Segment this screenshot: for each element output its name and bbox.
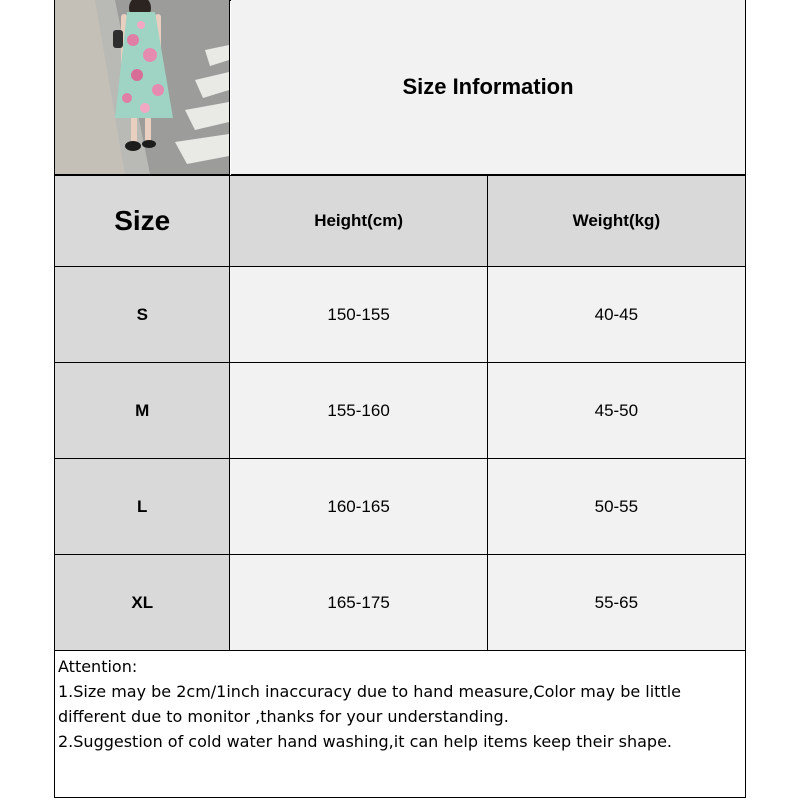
size-cell: XL xyxy=(55,555,230,651)
product-photo xyxy=(55,0,230,175)
notes-line-2: 2.Suggestion of cold water hand washing,it can help items keep their shape. xyxy=(58,732,672,751)
notes-line-1: 1.Size may be 2cm/1inch inaccuracy due to hand measure,Color may be little different due to monitor ,thanks for your understanding. xyxy=(58,682,682,726)
height-cell: 160-165 xyxy=(230,459,487,555)
size-cell: S xyxy=(55,267,230,363)
notes-heading: Attention: xyxy=(58,657,138,676)
size-cell: M xyxy=(55,363,230,459)
weight-cell: 55-65 xyxy=(487,555,745,651)
weight-cell: 50-55 xyxy=(487,459,745,555)
size-cell: L xyxy=(55,459,230,555)
table-row xyxy=(55,363,746,459)
table-header-row xyxy=(55,176,746,267)
table-row xyxy=(55,267,746,363)
table-row xyxy=(55,459,746,555)
weight-cell: 45-50 xyxy=(487,363,745,459)
table-row xyxy=(55,555,746,651)
size-table xyxy=(54,175,746,651)
title-cell xyxy=(231,0,745,175)
header-height: Height(cm) xyxy=(230,176,487,267)
header-weight: Weight(kg) xyxy=(487,176,745,267)
page-title: Size Information xyxy=(402,74,574,99)
height-cell: 165-175 xyxy=(230,555,487,651)
attention-notes xyxy=(58,654,742,754)
height-cell: 150-155 xyxy=(230,267,487,363)
header-size: Size xyxy=(55,176,230,267)
weight-cell: 40-45 xyxy=(487,267,745,363)
height-cell: 155-160 xyxy=(230,363,487,459)
